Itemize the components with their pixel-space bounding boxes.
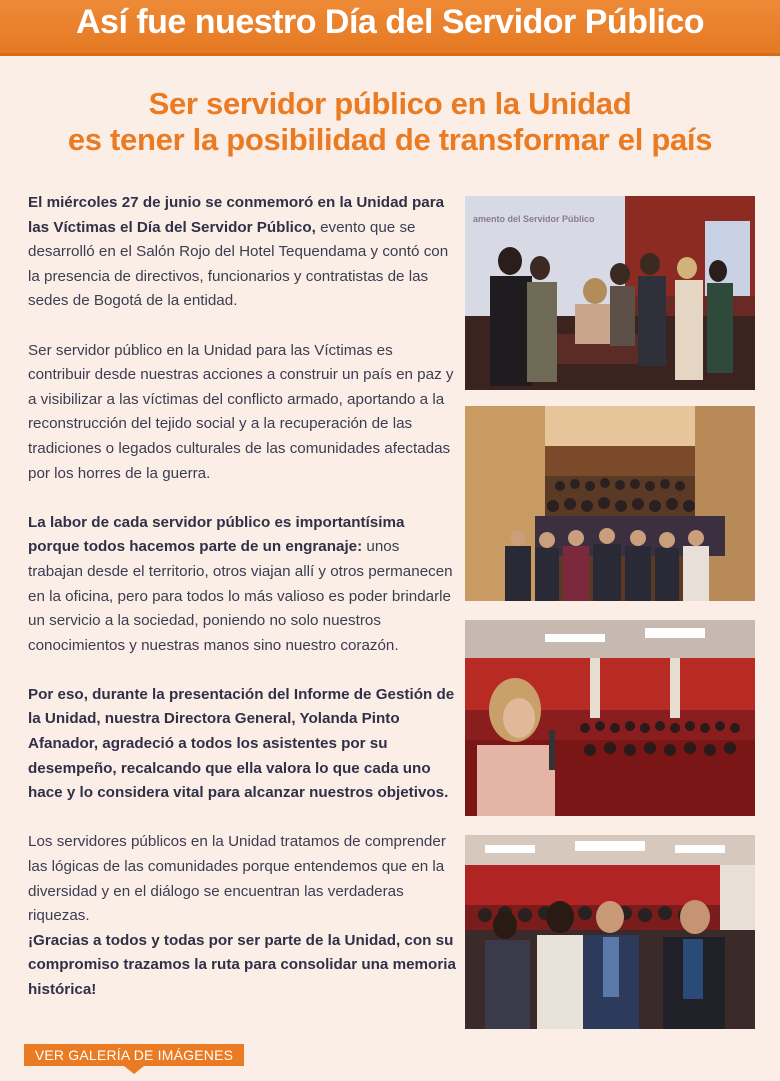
paragraph-4: Por eso, durante la presentación del Informe de Gestión de la Unidad, nuestra Directora General, Yolanda Pinto Afanador, agradeció a todos los asistentes por su desempeño, recalcando que ella valora lo que cada uno hace y lo considera vital para alcanzar nuestros objetivos. bbox=[28, 685, 455, 802]
photo-audience bbox=[465, 835, 755, 1029]
paragraph-3-text: unos trabajan desde el territorio, otros viajan allí y otros permanecen en la oficina, pero para todos lo más valioso es poder brindarle un servicio a la sociedad, poniendo no solo nuestros conocimientos y nuestras manos sino nuestro corazón. bbox=[28, 538, 453, 654]
paragraph-3 bbox=[28, 511, 456, 659]
paragraph-1 bbox=[28, 191, 456, 314]
gallery-button-arrow-icon bbox=[124, 1066, 144, 1074]
article-body bbox=[28, 191, 456, 1027]
photo-director-speech bbox=[465, 620, 755, 816]
paragraph-1-text: evento que se desarrolló en el Salón Rojo del Hotel Tequendama y contó con la presencia de directivos, funcionarios y contratistas de las sedes de Bogotá de la entidad. bbox=[28, 218, 449, 310]
slide-text: amento del Servidor Público bbox=[473, 214, 595, 224]
photo-ceremony bbox=[465, 196, 755, 390]
photo-group bbox=[465, 406, 755, 601]
paragraph-6: ¡Gracias a todos y todas por ser parte de la Unidad, con su compromiso trazamos la ruta para consolidar una memoria histórica! bbox=[28, 931, 456, 998]
header-divider bbox=[0, 53, 780, 56]
subtitle-line-1: Ser servidor público en la Unidad bbox=[148, 86, 632, 121]
page-title: Así fue nuestro Día del Servidor Público bbox=[75, 3, 705, 41]
paragraph-2: Ser servidor público en la Unidad para las Víctimas es contribuir desde nuestras acciones a construir un país en paz y a visibilizar a las víctimas del conflicto armado, aportando a la reconstrucción del tejido social y a la recuperación de las tradiciones o legados culturales de las comunidades afectadas por los horres de la guerra. bbox=[28, 341, 454, 482]
gallery-button[interactable]: VER GALERÍA DE IMÁGENES bbox=[24, 1044, 244, 1066]
header-banner bbox=[0, 0, 780, 56]
subtitle-line-2: es tener la posibilidad de transformar el país bbox=[67, 122, 713, 157]
paragraph-3-lead: La labor de cada servidor público es importantísima porque todos hacemos parte de un engranaje: bbox=[28, 513, 405, 556]
article-subtitle bbox=[0, 86, 780, 158]
paragraph-1-lead: El miércoles 27 de junio se conmemoró en la Unidad para las Víctimas el Día del Servidor Público, bbox=[28, 194, 445, 236]
paragraph-5: Los servidores públicos en la Unidad tratamos de comprender las lógicas de las comunidades porque entendemos que en la diversidad y en el diálogo se encuentran las verdaderas riquezas. bbox=[28, 833, 446, 925]
